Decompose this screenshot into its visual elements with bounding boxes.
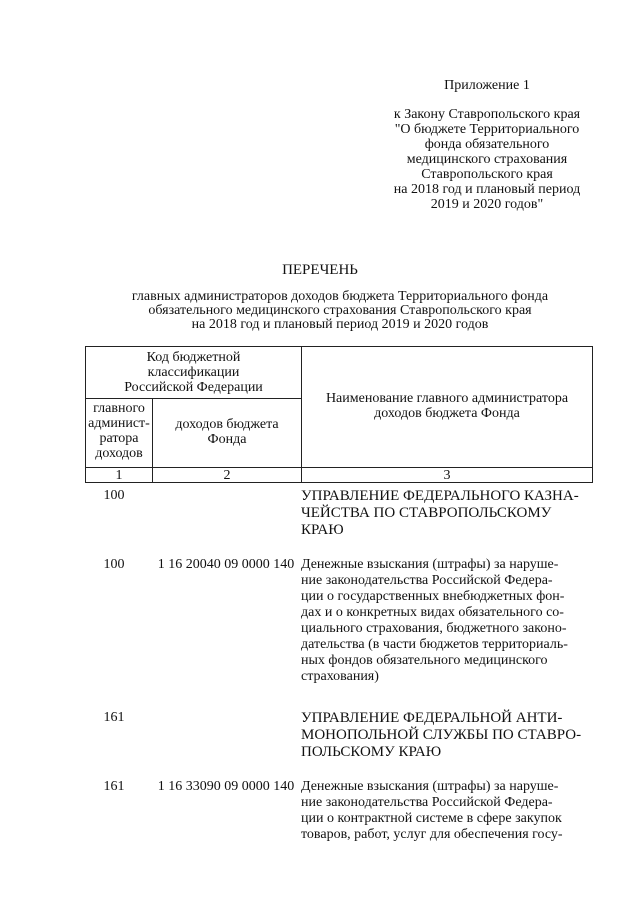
annex-block	[372, 78, 602, 212]
name-line: ЧЕЙСТВА ПО СТАВРОПОЛЬСКОМУ	[301, 505, 552, 521]
name-line: дах и о конкретных видах обязательного со-	[301, 605, 564, 620]
annex-line: Ставропольского края	[421, 167, 553, 182]
name-line: Денежные взыскания (штрафы) за наруше-	[301, 779, 559, 794]
header-line: Фонда	[207, 432, 247, 447]
income-code: 1 16 20040 09 0000 140	[157, 557, 295, 572]
subtitle-line: главных администраторов доходов бюджета Территориального фонда	[131, 289, 549, 304]
header-line: ратора	[99, 431, 139, 446]
annex-line: "О бюджете Территориального	[394, 122, 580, 137]
header-line: админист-	[88, 416, 150, 431]
administrator-name	[301, 488, 593, 539]
name-line: ние законодательства Российской Федера-	[301, 573, 553, 588]
admin-code: 100	[103, 557, 125, 572]
header-line: доходов бюджета	[175, 417, 279, 432]
header-line: доходов	[95, 446, 143, 461]
header-line: классификации	[147, 365, 240, 380]
annex-line: на 2018 год и плановый период	[393, 182, 581, 197]
name-line: УПРАВЛЕНИЕ ФЕДЕРАЛЬНОЙ АНТИ-	[301, 710, 563, 726]
name-line: ции о контрактной системе в сфере закупок	[301, 811, 562, 826]
name-line: дательства (в части бюджетов территориаль-	[301, 637, 568, 652]
name-line: ных фондов обязательного медицинского	[301, 653, 548, 668]
header-line: доходов бюджета Фонда	[374, 406, 520, 421]
name-line: УПРАВЛЕНИЕ ФЕДЕРАЛЬНОГО КАЗНА-	[301, 488, 579, 504]
document-subtitle	[100, 290, 580, 332]
column-number: 2	[223, 468, 231, 483]
name-line: МОНОПОЛЬНОЙ СЛУЖБЫ ПО СТАВРО-	[301, 727, 582, 743]
annex-line: медицинского страхования	[406, 152, 568, 167]
income-code: 1 16 33090 09 0000 140	[157, 779, 295, 794]
admin-code: 161	[103, 779, 125, 794]
annex-line: 2019 и 2020 годов"	[430, 197, 544, 212]
name-line: КРАЮ	[301, 522, 344, 538]
header-line: Наименование главного администратора	[325, 391, 569, 406]
column-number: 1	[115, 468, 123, 483]
annex-line: к Закону Ставропольского края	[393, 107, 581, 122]
document-title: ПЕРЕЧЕНЬ	[282, 262, 358, 278]
name-line: ПОЛЬСКОМУ КРАЮ	[301, 744, 442, 760]
name-line: ние законодательства Российской Федера-	[301, 795, 553, 810]
name-line: товаров, работ, услуг для обеспечения госу-	[301, 827, 563, 842]
annex-title: Приложение 1	[444, 78, 530, 93]
header-line: главного	[93, 401, 145, 416]
admin-code: 161	[103, 710, 125, 725]
annex-line: фонда обязательного	[424, 137, 550, 152]
income-name	[301, 557, 593, 685]
header-budget-code	[86, 350, 301, 395]
subtitle-line: обязательного медицинского страхования Ставропольского края	[148, 303, 532, 318]
header-fund-income	[153, 417, 301, 447]
header-administrator-name	[302, 391, 592, 421]
header-chief-administrator	[86, 401, 152, 461]
name-line: ции о государственных внебюджетных фон-	[301, 589, 565, 604]
column-number: 3	[443, 468, 451, 483]
name-line: Денежные взыскания (штрафы) за наруше-	[301, 557, 559, 572]
admin-code: 100	[103, 488, 125, 503]
header-line: Код бюджетной	[146, 350, 241, 365]
table-divider	[86, 398, 301, 399]
administrator-name	[301, 710, 593, 761]
subtitle-line: на 2018 год и плановый период 2019 и 2020 годов	[191, 317, 489, 332]
name-line: циального страхования, бюджетного законо-	[301, 621, 567, 636]
header-line: Российской Федерации	[124, 380, 263, 395]
table-header	[85, 346, 593, 483]
name-line: страхования)	[301, 669, 379, 684]
income-name	[301, 779, 593, 843]
